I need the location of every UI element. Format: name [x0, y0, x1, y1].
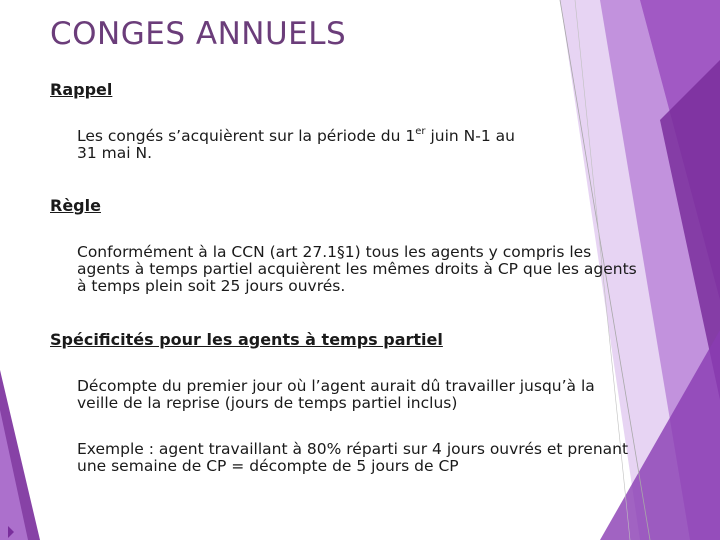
rappel-text	[77, 125, 515, 162]
heading-specificites: Spécificités pour les agents à temps partiel	[50, 330, 443, 349]
regle-text: Conformément à la CCN (art 27.1§1) tous les agents y compris les agents à temps partiel acquièrent les mêmes droits à CP que les agents à temps plein soit 25 jours ouvrés.	[77, 243, 637, 295]
heading-rappel: Rappel	[50, 80, 113, 99]
rappel-text-end: juin N-1 au	[425, 127, 515, 145]
specificites-paragraph-2: Exemple : agent travaillant à 80% réparti sur 4 jours ouvrés et prenant une semaine de CP = décompte de 5 jours de CP	[77, 440, 629, 475]
rappel-text-start: Les congés s’acquièrent sur la période du 1	[77, 127, 416, 145]
rappel-superscript: er	[415, 125, 426, 137]
specificites-paragraph-1: Décompte du premier jour où l’agent aurait dû travailler jusqu’à la veille de la reprise (jours de temps partiel inclus)	[77, 377, 595, 412]
rappel-text-line2: 31 mai N.	[77, 144, 153, 162]
heading-regle: Règle	[50, 196, 101, 215]
slide-title: CONGES ANNUELS	[50, 16, 347, 52]
